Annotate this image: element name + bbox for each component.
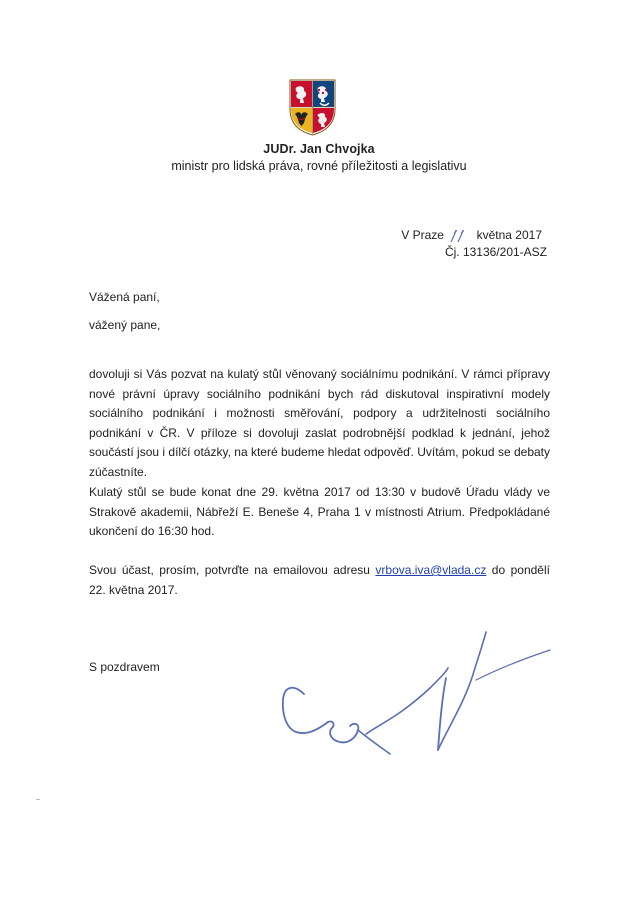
author-name: JUDr. Jan Chvojka: [263, 142, 375, 156]
salutation-line-2: vážený pane,: [89, 318, 161, 332]
date-prefix: V Praze: [401, 228, 444, 242]
closing: S pozdravem: [89, 660, 160, 674]
date-suffix: května 2017: [476, 228, 542, 242]
email-link[interactable]: vrbova.iva@vlada.cz: [375, 563, 487, 577]
body-paragraph-3: [89, 561, 550, 600]
confirm-deadline: do pondělí 22. května 2017.: [89, 563, 550, 597]
salutation-line-1: Vážená paní,: [89, 290, 160, 304]
handwritten-day-icon: [449, 229, 471, 243]
body-paragraph-1: dovoluji si Vás pozvat na kulatý stůl věnovaný sociálnímu podnikání. V rámci přípravy nové právní úpravy sociálního podnikání bych rád diskutoval inspirativní modely sociálního podnikání i možnosti směřování, podpory a udržitelnosti sociálního podnikání v ČR. V příloze si dovoluji zaslat podrobnější podklad k jednání, jehož součástí jsou i dílčí otázky, na které budeme hledat odpověď. Uvítám, pokud se debaty zúčastníte.: [89, 367, 550, 479]
body-paragraph-2: Kulatý stůl se bude konat dne 29. května 2017 od 13:30 v budově Úřadu vlády ve Strakově akademii, Nábřeží E. Beneše 4, Praha 1 v místnosti Atrium. Předpokládané ukončení do 16:30 hod.: [89, 485, 550, 539]
scan-speck: [36, 799, 40, 800]
author-title: ministr pro lidská práva, rovné příležitosti a legislativu: [171, 159, 467, 173]
reference-number: Čj. 13136/201-ASZ: [444, 245, 547, 259]
date-line: [401, 228, 542, 243]
signature-icon: [270, 628, 600, 758]
confirm-text: Svou účast, prosím, potvrďte na emailovou adresu: [89, 563, 370, 577]
coat-of-arms-icon: [289, 79, 336, 136]
